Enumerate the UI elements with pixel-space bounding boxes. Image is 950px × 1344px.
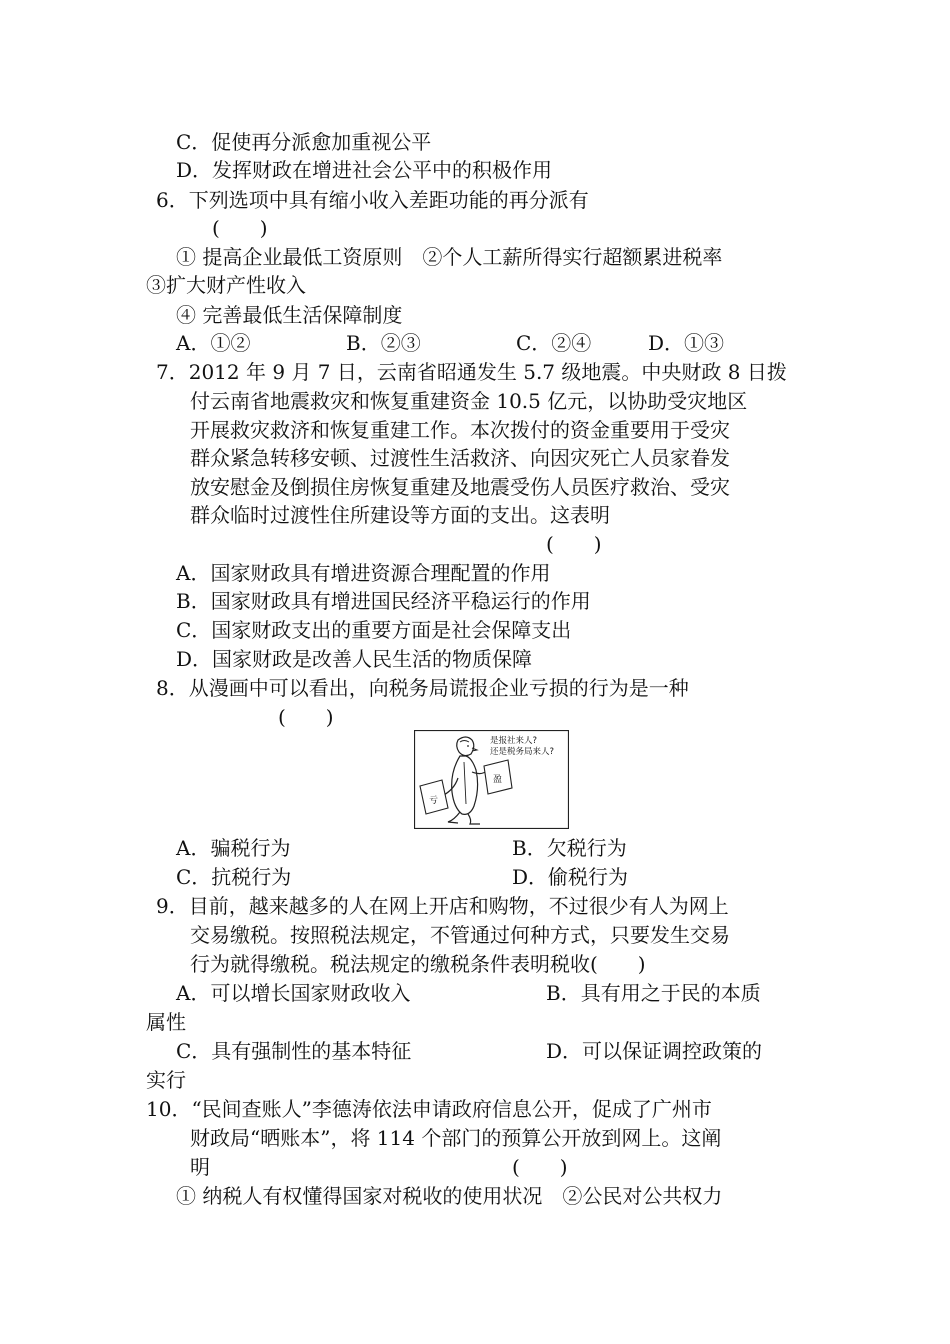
q9-option-d-cont: 实行 <box>146 1068 186 1092</box>
q10-line-3: 明 <box>190 1155 210 1179</box>
q7-line-6: 群众临时过渡性住所建设等方面的支出。这表明 <box>190 503 610 527</box>
q6-option-a: A．①② <box>176 331 251 355</box>
cartoon-paper-left-label: 亏 <box>429 796 439 806</box>
q6-item-3: ③扩大财产性收入 <box>146 273 306 297</box>
q8-option-a: A．骗税行为 <box>176 836 291 860</box>
q9-option-d: D．可以保证调控政策的 <box>546 1039 763 1063</box>
q8-cartoon <box>414 730 569 829</box>
q8-option-d: D．偷税行为 <box>512 865 629 889</box>
q8-answer-paren: ( ) <box>278 705 334 729</box>
q8-option-c: C．抗税行为 <box>176 865 292 889</box>
q5-option-c: C．促使再分派愈加重视公平 <box>176 130 432 154</box>
q7-option-d: D．国家财政是改善人民生活的物质保障 <box>176 647 533 671</box>
q7-line-4: 群众紧急转移安顿、过渡性生活救济、向因灾死亡人员家眷发 <box>190 446 730 470</box>
cartoon-drawing <box>414 730 569 829</box>
q7-line-3: 开展救灾救济和恢复重建工作。本次拨付的资金重要用于受灾 <box>190 418 730 442</box>
q10-answer-paren: ( ) <box>512 1155 568 1179</box>
q8-stem: 8．从漫画中可以看出，向税务局谎报企业亏损的行为是一种 <box>156 676 689 700</box>
q7-option-c: C．国家财政支出的重要方面是社会保障支出 <box>176 618 572 642</box>
q7-option-a: A．国家财政具有增进资源合理配置的作用 <box>176 561 551 585</box>
q9-option-a: A．可以增长国家财政收入 <box>176 981 411 1005</box>
q6-option-b: B．②③ <box>346 331 421 355</box>
q6-answer-paren: ( ) <box>212 216 268 240</box>
q6-stem: 6．下列选项中具有缩小收入差距功能的再分派有 <box>156 188 589 212</box>
cartoon-bubble-2: 还是税务局来人? <box>490 747 555 757</box>
q7-answer-paren: ( ) <box>546 532 602 556</box>
q9-option-b-cont: 属性 <box>146 1010 186 1034</box>
q10-line-2: 财政局“晒账本”，将 114 个部门的预算公开放到网上。这阐 <box>190 1126 722 1150</box>
q9-line-2: 交易缴税。按照税法规定，不管通过何种方式，只要发生交易 <box>190 923 730 947</box>
q10-items-1-2: ① 纳税人有权懂得国家对税收的使用状况 ②公民对公共权力 <box>176 1184 723 1208</box>
q5-option-d: D．发挥财政在增进社会公平中的积极作用 <box>176 158 553 182</box>
q6-items-1-2: ① 提高企业最低工资原则 ②个人工薪所得实行超额累进税率 <box>176 245 723 269</box>
q7-option-b: B．国家财政具有增进国民经济平稳运行的作用 <box>176 589 591 613</box>
q6-option-d: D．①③ <box>648 331 725 355</box>
q6-option-c: C．②④ <box>516 331 592 355</box>
q6-item-4: ④ 完善最低生活保障制度 <box>176 303 403 327</box>
q8-option-b: B．欠税行为 <box>512 836 627 860</box>
q10-line-1: 10．“民间查账人”李德涛依法申请政府信息公开，促成了广州市 <box>146 1097 712 1121</box>
q7-line-1: 7．2012 年 9 月 7 日，云南省昭通发生 5.7 级地震。中央财政 8 日拨 <box>156 360 787 384</box>
cartoon-bubble-1: 是报社来人? <box>490 736 538 746</box>
q7-line-2: 付云南省地震救灾和恢复重建资金 10.5 亿元，以协助受灾地区 <box>190 389 748 413</box>
q9-option-b: B．具有用之于民的本质 <box>546 981 761 1005</box>
q9-line-3: 行为就得缴税。税法规定的缴税条件表明税收( ) <box>190 952 646 976</box>
q9-option-c: C．具有强制性的基本特征 <box>176 1039 412 1063</box>
q7-line-5: 放安慰金及倒损住房恢复重建及地震受伤人员医疗救治、受灾 <box>190 475 730 499</box>
cartoon-paper-right-label: 盈 <box>493 775 503 785</box>
q9-line-1: 9．目前，越来越多的人在网上开店和购物，不过很少有人为网上 <box>156 894 729 918</box>
